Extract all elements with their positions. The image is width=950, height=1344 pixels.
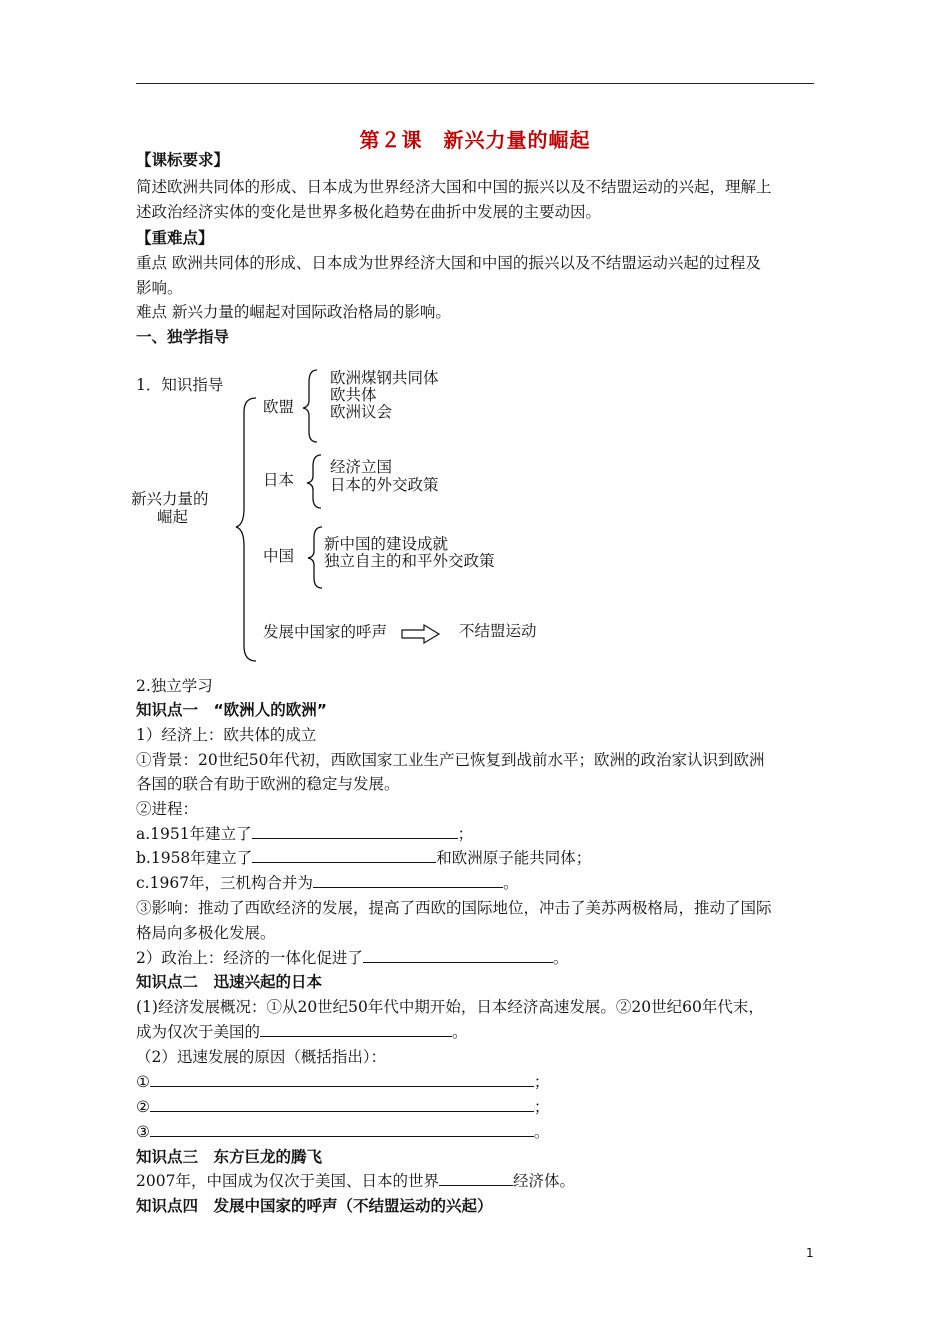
kp1-background-2: 各国的联合有助于欧洲的稳定与发展。 — [136, 775, 400, 793]
circled-number: ② — [136, 1098, 150, 1116]
eu-item-1: 欧洲煤钢共同体 — [330, 369, 439, 387]
kp2-overview-2 — [136, 1022, 468, 1042]
blank-field[interactable] — [150, 1072, 534, 1087]
blank-field[interactable] — [363, 948, 553, 963]
section-heading: 一、独学指导 — [136, 328, 230, 346]
eu-item-2: 欧共体 — [330, 386, 377, 404]
standards-line-1: 简述欧洲共同体的形成、日本成为世界经济大国和中国的振兴以及不结盟运动的兴起，理解上 — [136, 178, 772, 196]
page-title: 第２课 新兴力量的崛起 — [359, 128, 591, 152]
kp3-text — [136, 1171, 575, 1191]
kp1-item-a-text: a.1951年建立了 — [136, 825, 252, 843]
blank-field[interactable] — [260, 1022, 452, 1037]
kp2-overview-1: (1)经济发展概况：①从20世纪50年代中期开始，日本经济高速发展。②20世纪60年代末， — [136, 998, 764, 1016]
china-brace — [308, 527, 322, 588]
punct: ； — [457, 825, 474, 843]
key-points-line-1: 重点 欧洲共同体的形成、日本成为世界经济大国和中国的振兴以及不结盟运动兴起的过程及 — [136, 254, 761, 272]
standards-heading: 【课标要求】 — [136, 151, 230, 169]
kp2-reasons-heading: （2）迅速发展的原因（概括指出）： — [136, 1048, 387, 1066]
kp1-influence-1: ③影响：推动了西欧经济的发展，提高了西欧的国际地位，冲击了美苏两极格局，推动了国际 — [136, 899, 772, 917]
punct: 。 — [533, 1123, 550, 1141]
kp1-economy: 1）经济上：欧共体的成立 — [136, 726, 317, 744]
circled-number: ③ — [136, 1123, 150, 1141]
kp2-reason-1 — [136, 1072, 549, 1092]
japan-item-1: 经济立国 — [330, 458, 393, 476]
diagram-root-line-1: 新兴力量的 — [131, 490, 209, 508]
kp3-text-start: 2007年，中国成为仅次于美国、日本的世界 — [136, 1172, 439, 1190]
punct: 。 — [503, 874, 519, 892]
japan-item-2: 日本的外交政策 — [330, 476, 439, 494]
blank-field[interactable] — [252, 824, 458, 839]
punct: 。 — [452, 1023, 468, 1041]
china-label: 中国 — [263, 547, 295, 565]
blank-field[interactable] — [313, 873, 503, 888]
punct: 。 — [552, 949, 569, 967]
china-item-1: 新中国的建设成就 — [324, 535, 449, 553]
blank-field[interactable] — [252, 848, 436, 863]
study-heading: 2.独立学习 — [136, 677, 213, 695]
kp1-politics-text: 2）政治上：经济的一体化促进了 — [136, 949, 363, 967]
kp1-item-b — [136, 848, 591, 868]
kp2-overview-2-text: 成为仅次于美国的 — [136, 1023, 261, 1041]
china-item-2: 独立自主的和平外交政策 — [324, 552, 495, 570]
standards-line-2: 述政治经济实体的变化是世界多极化趋势在曲折中发展的主要动因。 — [136, 203, 602, 221]
main-brace — [236, 398, 256, 661]
punct: ； — [533, 1073, 550, 1091]
blank-field[interactable] — [439, 1171, 513, 1186]
circled-number: ① — [136, 1073, 150, 1091]
eu-label: 欧盟 — [263, 398, 295, 416]
kp2-reason-2 — [136, 1097, 549, 1117]
key-points-heading: 【重难点】 — [136, 229, 214, 247]
kp1-background-1: ①背景：20世纪50年代初，西欧国家工业生产已恢复到战前水平；欧洲的政治家认识到欧洲 — [136, 751, 765, 769]
blank-field[interactable] — [150, 1122, 534, 1137]
kp1-process: ②进程： — [136, 800, 199, 818]
japan-label: 日本 — [263, 471, 295, 489]
kp1-item-c — [136, 873, 519, 893]
kp2-reason-3 — [136, 1122, 549, 1142]
eu-item-3: 欧洲议会 — [330, 403, 393, 421]
kp1-item-b-end: 和欧洲原子能共同体； — [436, 849, 592, 867]
diagram-label: 1．知识指导 — [136, 376, 224, 394]
blank-field[interactable] — [150, 1097, 534, 1112]
developing-result: 不结盟运动 — [459, 622, 537, 640]
eu-brace — [303, 370, 317, 442]
kp3-text-end: 经济体。 — [512, 1172, 575, 1190]
kp1-title: 知识点一 “欧洲人的欧洲” — [136, 701, 327, 719]
developing-label: 发展中国家的呼声 — [263, 623, 388, 641]
kp4-title: 知识点四 发展中国家的呼声（不结盟运动的兴起） — [136, 1197, 493, 1215]
kp1-politics — [136, 948, 568, 968]
kp1-influence-2: 格局向多极化发展。 — [136, 924, 276, 942]
punct: ； — [533, 1098, 550, 1116]
kp1-item-c-text: c.1967年，三机构合并为 — [136, 874, 314, 892]
diagram-root-line-2: 崛起 — [157, 508, 189, 526]
kp3-title: 知识点三 东方巨龙的腾飞 — [136, 1148, 323, 1166]
kp1-item-b-text: b.1958年建立了 — [136, 849, 253, 867]
arrow-icon — [402, 625, 439, 643]
japan-brace — [307, 455, 321, 508]
key-points-line-3: 难点 新兴力量的崛起对国际政治格局的影响。 — [136, 303, 451, 321]
kp1-item-a — [136, 824, 473, 844]
key-points-line-2: 影响。 — [136, 279, 183, 297]
page-number: 1 — [806, 1246, 814, 1260]
kp2-title: 知识点二 迅速兴起的日本 — [136, 973, 323, 991]
